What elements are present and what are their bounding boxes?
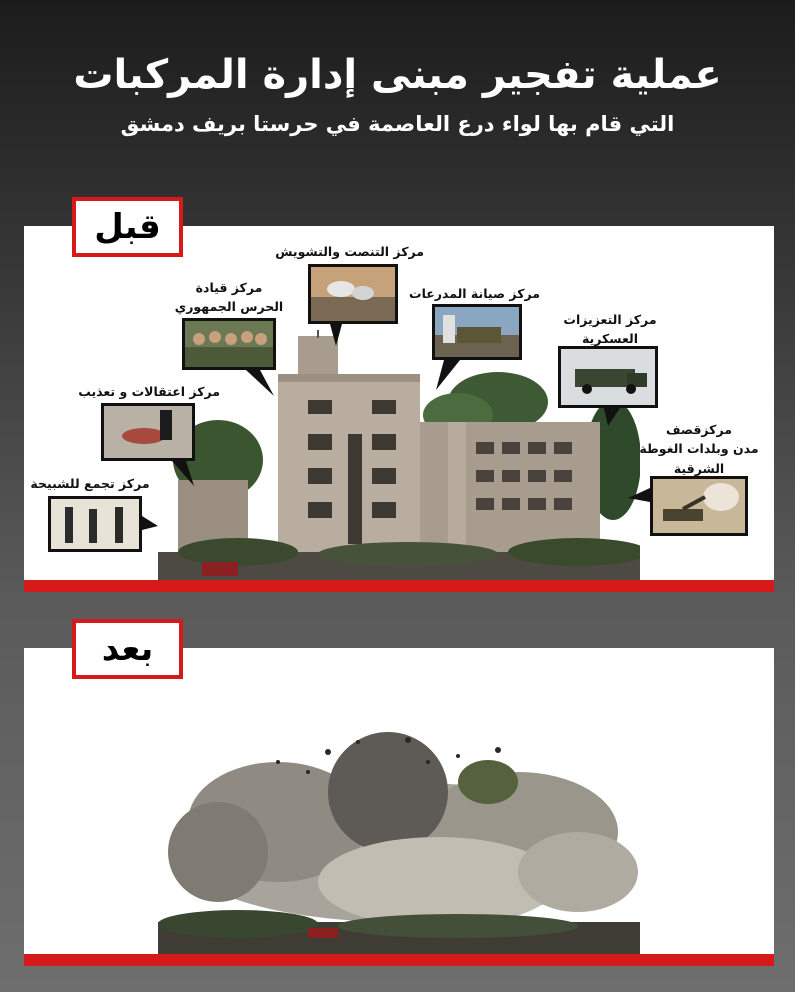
before-red-bar (24, 580, 774, 592)
label-armor-maintenance: مركز صيانة المدرعات (409, 286, 540, 301)
label-detention-torture: مركز اعتقالات و تعذيب (78, 384, 220, 399)
page-title: عملية تفجير مبنى إدارة المركبات (73, 52, 722, 98)
label-shelling-ghouta: مركزقصف مدن وبلدات الغوطة الشرقية (639, 422, 759, 476)
label-shabiha-gathering: مركز تجمع للشبيحة (30, 476, 150, 491)
label-military-reinforcements: مركز التعزيزات العسكرية (563, 312, 657, 347)
before-tag: قبل (72, 197, 183, 257)
before-panel (24, 226, 774, 592)
after-explosion-photo (158, 732, 640, 954)
label-surveillance-jamming: مركز التنصت والتشويش (275, 244, 424, 259)
label-guard-command: مركز قيادة الحرس الجمهوري (174, 280, 284, 315)
after-panel (24, 648, 774, 966)
page-subtitle: التي قام بها لواء درع العاصمة في حرستا بريف دمشق (120, 112, 675, 136)
after-red-bar (24, 954, 774, 966)
callout-pointers (24, 226, 774, 592)
after-tag: بعد (72, 619, 183, 679)
